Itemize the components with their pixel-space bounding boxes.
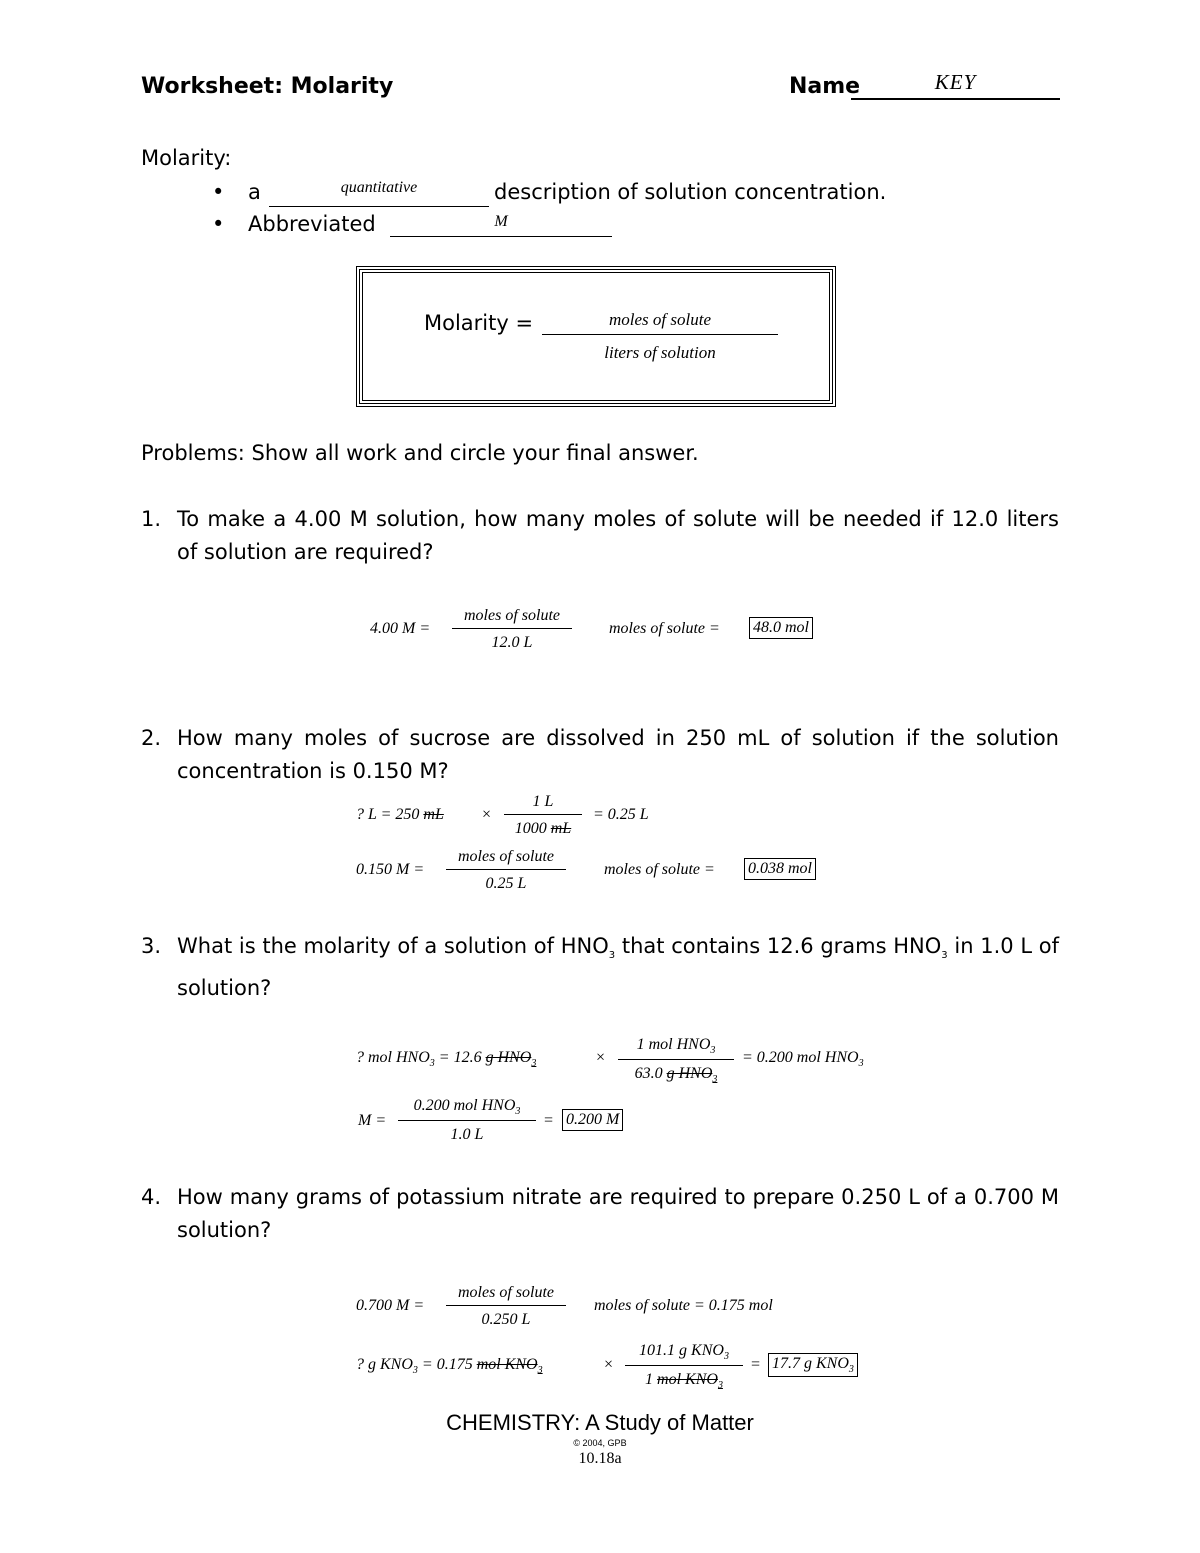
- p4-l2-eq: =: [750, 1356, 761, 1373]
- p1-lhs: 4.00 M =: [370, 620, 431, 637]
- p3-l1-lhs: ? mol $HNO_3 = 12.6$ g $HNO_3$: [356, 1049, 537, 1070]
- problem-2-number: 2.: [141, 726, 162, 750]
- name-label: Name: [789, 74, 861, 99]
- problem-3-text: What is the molarity of a solution of $HNO_3$ that contains 12.6 grams $HNO_3$ in 1.0 L of solution?: [177, 934, 1060, 1001]
- bullet2-blank: [390, 236, 612, 237]
- bullet1-answer: quantitative: [340, 179, 418, 196]
- formula-numerator: moles of solute: [609, 310, 711, 329]
- bullet1-prefix: a: [248, 180, 261, 204]
- formula-fraction-bar: [542, 334, 778, 335]
- bullet1-blank: [269, 206, 489, 207]
- bullet-dot: •: [212, 212, 225, 236]
- bullet2-answer: M: [494, 213, 508, 230]
- p3-l1-fraction: 1 mol $HNO_3$ 63.0 g $HNO_3$: [618, 1036, 734, 1085]
- p3-l1-result: = 0.200 mol $HNO_3$: [742, 1049, 864, 1070]
- p1-answer: 48.0 mol: [749, 617, 813, 639]
- problem-3-number: 3.: [141, 934, 162, 958]
- worksheet-title: Worksheet: Molarity: [141, 74, 394, 99]
- p2-l1-result: = 0.25 L: [593, 806, 649, 823]
- p4-answer: 17.7 g $KNO_3$: [768, 1353, 858, 1377]
- footer-title: CHEMISTRY: A Study of Matter: [446, 1410, 754, 1435]
- p3-times: ×: [595, 1049, 606, 1066]
- bullet-dot: •: [212, 180, 225, 204]
- formula-denominator: liters of solution: [604, 343, 716, 362]
- p4-times: ×: [603, 1356, 614, 1373]
- p1-denominator: 12.0 L: [452, 628, 572, 652]
- p1-result-label: moles of solute =: [609, 620, 720, 637]
- problem-1-number: 1.: [141, 507, 162, 531]
- name-value: KEY: [934, 70, 977, 94]
- p3-l2-eq: =: [543, 1112, 554, 1129]
- p3-l2-fraction: 0.200 mol $HNO_3$ 1.0 L: [398, 1097, 536, 1144]
- molarity-formula-box: [356, 266, 836, 407]
- problem-4-text: How many grams of potassium nitrate are required to prepare 0.250 L of a 0.700 M solution?: [177, 1185, 1059, 1242]
- p2-answer: 0.038 mol: [744, 858, 816, 880]
- instructions: Problems: Show all work and circle your final answer.: [141, 441, 699, 465]
- p2-l2-fraction: moles of solute 0.25 L: [446, 848, 566, 893]
- p2-result-label: moles of solute =: [604, 861, 715, 878]
- problem-1-text: To make a 4.00 M solution, how many moles of solute will be needed if 12.0 liters of solution are required?: [177, 507, 1059, 564]
- p4-l1-lhs: 0.700 M =: [356, 1297, 425, 1314]
- bullet1-suffix: description of solution concentration.: [494, 180, 887, 204]
- problem-4-number: 4.: [141, 1185, 162, 1209]
- p1-fraction: [452, 607, 572, 652]
- formula-label: Molarity =: [424, 311, 534, 335]
- p2-l2-lhs: 0.150 M =: [356, 861, 425, 878]
- bullet2-prefix: Abbreviated: [248, 212, 376, 236]
- p3-answer: 0.200 M: [562, 1109, 623, 1131]
- p3-l2-lhs: M =: [358, 1112, 387, 1129]
- molarity-heading: Molarity:: [141, 146, 232, 170]
- problem-2-text: How many moles of sucrose are dissolved in 250 mL of solution if the solution concentration is 0.150 M?: [177, 726, 1059, 783]
- p4-l2-fraction: 101.1 g $KNO_3$ 1 mol $KNO_3$: [625, 1342, 743, 1391]
- page-number: 10.18a: [578, 1450, 622, 1467]
- p4-l2-lhs: ? g $KNO_3 = 0.175$ mol $KNO_3$: [356, 1356, 543, 1377]
- p4-l1-fraction: moles of solute 0.250 L: [446, 1284, 566, 1329]
- p2-times: ×: [481, 806, 492, 823]
- p2-l1-fraction: $\frac{1 L}{1000 mL}$: [504, 793, 582, 838]
- p4-l1-result: moles of solute = 0.175 mol: [594, 1297, 773, 1314]
- p2-l1-lhs: ? L = 250 mL: [356, 806, 444, 823]
- name-line: [851, 98, 1060, 100]
- p1-numerator: moles of solute: [464, 607, 560, 624]
- footer-copyright: © 2004, GPB: [573, 1438, 627, 1448]
